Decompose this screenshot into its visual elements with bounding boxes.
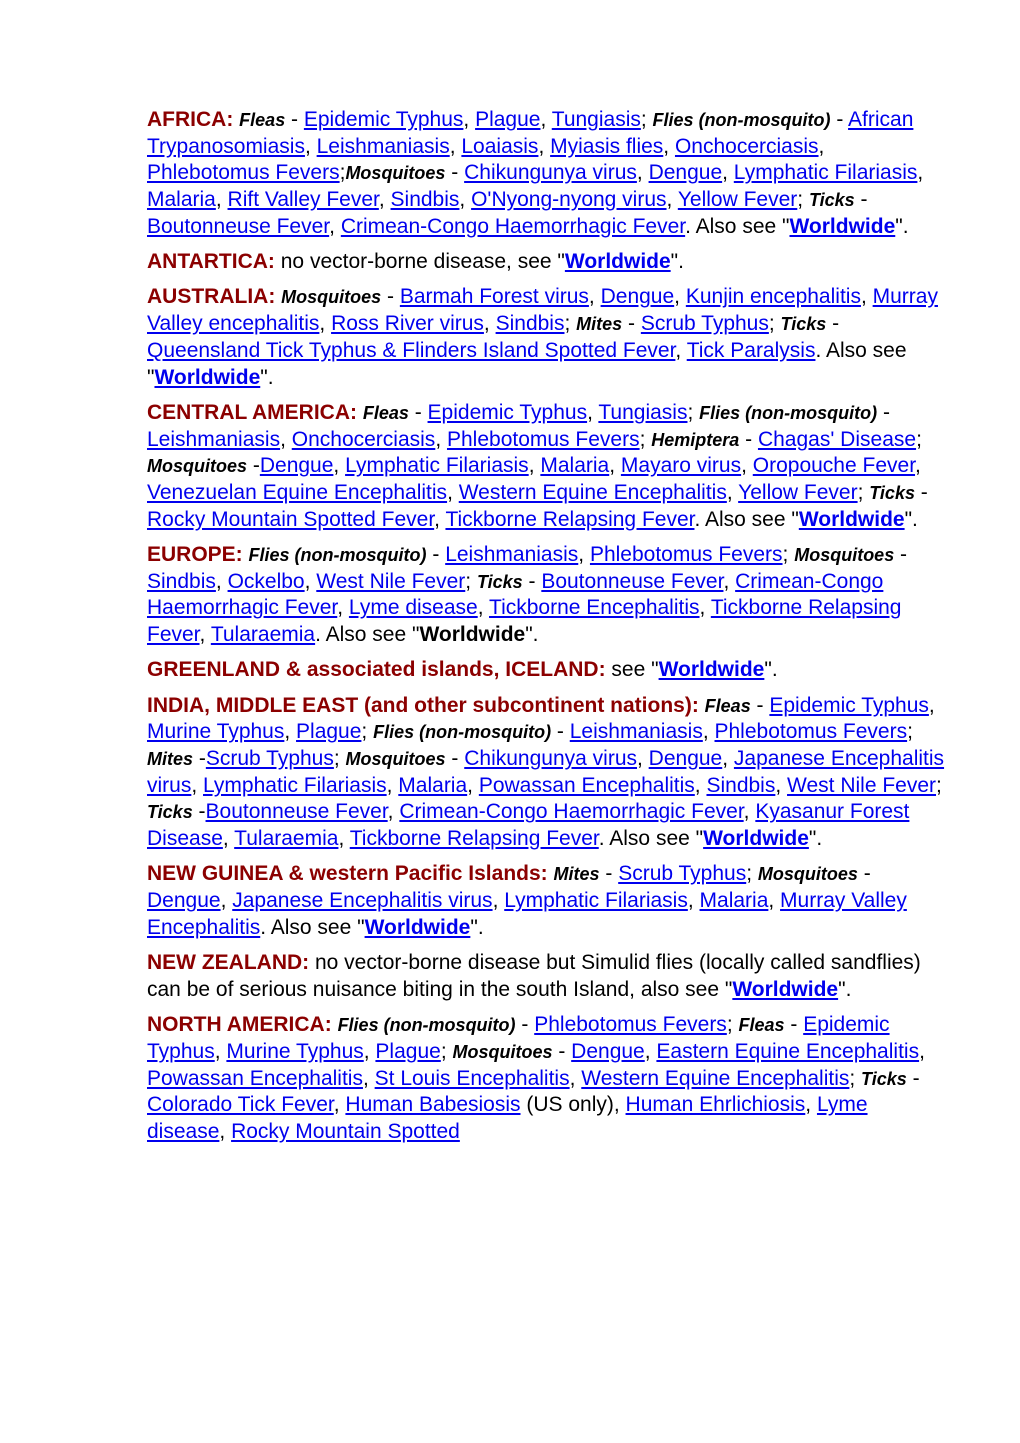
disease-link-lyme-disease[interactable]: Lyme disease	[147, 1093, 868, 1143]
text-run: ;	[907, 720, 913, 744]
disease-link-oropouche-fever[interactable]: Oropouche Fever	[752, 454, 916, 478]
text-run: ,	[362, 1066, 375, 1090]
disease-link-malaria[interactable]: Malaria	[540, 454, 610, 478]
text-run: ,	[538, 134, 551, 158]
worldwide-link[interactable]: Worldwide	[732, 977, 839, 1001]
text-run: ,	[304, 569, 317, 593]
text-run: ,	[337, 596, 349, 620]
disease-link-eastern-equine-encephalitis[interactable]: Eastern Equine Encephalitis	[656, 1039, 920, 1063]
disease-link-boutonneuse-fever[interactable]: Boutonneuse Fever	[541, 569, 724, 593]
text-run: -	[515, 1013, 535, 1037]
disease-link-western-equine-encephalitis[interactable]: Western Equine Encephalitis	[458, 480, 727, 504]
text-run: ,	[915, 454, 921, 478]
disease-link-epidemic-typhus[interactable]: Epidemic Typhus	[303, 108, 464, 131]
text-run: -	[552, 1039, 572, 1063]
text-run: -	[247, 454, 260, 478]
text-run: . Also see "	[260, 915, 365, 939]
disease-link-tickborne-relapsing-fever[interactable]: Tickborne Relapsing Fever	[349, 827, 599, 851]
text-run: . Also see "	[315, 623, 420, 647]
entry-new-zealand	[147, 950, 947, 1003]
disease-link-murine-typhus[interactable]: Murine Typhus	[226, 1039, 364, 1063]
disease-link-scrub-typhus[interactable]: Scrub Typhus	[640, 312, 769, 336]
vector-label: Ticks	[808, 190, 855, 211]
vector-label: Ticks	[476, 571, 523, 592]
text-run: ,	[919, 1039, 925, 1063]
disease-link-kyasanur-forest-disease[interactable]: Kyasanur Forest Disease	[147, 800, 910, 851]
disease-link-kunjin-encephalitis[interactable]: Kunjin encephalitis	[685, 285, 861, 309]
text-run: -	[192, 800, 206, 824]
text-run: ;	[339, 161, 346, 185]
disease-link-yellow-fever[interactable]: Yellow Fever	[738, 480, 858, 504]
text-run: ,	[386, 773, 399, 797]
vector-label: Mosquitoes	[794, 544, 895, 565]
disease-link-boutonneuse-fever[interactable]: Boutonneuse Fever	[205, 800, 388, 824]
vector-label: Ticks	[869, 482, 915, 503]
text-run: ,	[917, 161, 924, 185]
disease-link-chikungunya-virus[interactable]: Chikungunya virus	[464, 747, 637, 771]
region-heading: NORTH AMERICA:	[147, 1013, 332, 1037]
text-run: ,	[191, 773, 204, 797]
text-run: ;	[768, 312, 781, 336]
disease-link-malaria[interactable]: Malaria	[699, 889, 769, 913]
vector-label: Mosquitoes	[345, 163, 446, 184]
text-run: -	[445, 161, 465, 185]
vector-label: Fleas	[738, 1015, 785, 1036]
disease-link-malaria[interactable]: Malaria	[147, 188, 216, 212]
disease-link-murray-valley-encephalitis[interactable]: Murray Valley encephalitis	[147, 285, 938, 336]
vector-label: Mites	[576, 314, 623, 335]
text-run: ".	[670, 250, 684, 274]
text-run: ,	[215, 188, 228, 212]
text-run: ;	[782, 542, 795, 566]
vector-label: Fleas	[704, 695, 751, 716]
entry-antartica	[147, 249, 947, 276]
disease-link-myiasis-flies[interactable]: Myiasis flies	[550, 134, 664, 158]
text-run: -	[739, 427, 758, 451]
vector-label: Ticks	[780, 314, 827, 335]
text-run: ;	[640, 108, 653, 131]
text-run: ,	[702, 720, 715, 744]
disease-link-epidemic-typhus[interactable]: Epidemic Typhus	[147, 1013, 890, 1063]
disease-link-murray-valley-encephalitis[interactable]: Murray Valley Encephalitis	[147, 889, 907, 939]
disease-link-rocky-mountain-spotted-fever[interactable]: Rocky Mountain Spotted Fever	[147, 507, 435, 531]
entry-new-guinea	[147, 861, 947, 941]
worldwide-link[interactable]: Worldwide	[798, 507, 905, 531]
disease-link-scrub-typhus[interactable]: Scrub Typhus	[618, 862, 747, 886]
disease-link-sindbis[interactable]: Sindbis	[706, 773, 776, 797]
text-run: ;	[687, 400, 700, 424]
disease-link-human-babesiosis[interactable]: Human Babesiosis	[345, 1093, 521, 1117]
vector-label: Mites	[553, 864, 600, 885]
vector-label: Mosquitoes	[757, 864, 858, 885]
text-run: -	[830, 108, 849, 131]
disease-link-chikungunya-virus[interactable]: Chikungunya virus	[464, 161, 637, 185]
text-run: ;	[726, 1013, 739, 1037]
vector-label: Flies (non-mosquito)	[337, 1015, 516, 1036]
text-run: ,	[492, 889, 505, 913]
text-run: ,	[214, 1039, 227, 1063]
text-run: ,	[805, 1093, 817, 1117]
text-run: see "	[605, 658, 659, 682]
disease-link-african-trypanosomiasis[interactable]: African Trypanosomiasis	[147, 108, 914, 158]
disease-link-sindbis[interactable]: Sindbis	[147, 569, 216, 593]
text-run: ,	[666, 188, 678, 212]
text-run: ,	[284, 720, 297, 744]
text-run: ;	[465, 569, 477, 593]
disease-link-human-ehrlichiosis[interactable]: Human Ehrlichiosis	[625, 1093, 806, 1117]
text-run: ,	[434, 507, 446, 531]
disease-link-colorado-tick-fever[interactable]: Colorado Tick Fever	[147, 1093, 334, 1117]
disease-link-epidemic-typhus[interactable]: Epidemic Typhus	[769, 693, 929, 717]
vector-label: Ticks	[861, 1068, 907, 1089]
disease-link-tickborne-encephalitis[interactable]: Tickborne Encephalitis	[489, 596, 700, 620]
disease-link-scrub-typhus[interactable]: Scrub Typhus	[205, 747, 334, 771]
disease-link-lymphatic-filariasis[interactable]: Lymphatic Filariasis	[345, 454, 529, 478]
text-run: ,	[723, 569, 736, 593]
text-run: ,	[587, 400, 599, 424]
text-run: ".	[764, 658, 778, 682]
text-run: -	[622, 312, 641, 336]
vector-label: Flies (non-mosquito)	[699, 402, 878, 423]
text-run: ,	[329, 214, 341, 238]
text-run: ,	[338, 827, 350, 851]
disease-link-crimean-congo-haemorrhagic-fever[interactable]: Crimean-Congo Haemorrhagic Fever	[147, 569, 884, 620]
disease-link-onchocerciasis[interactable]: Onchocerciasis	[674, 134, 819, 158]
disease-link-tickborne-relapsing-fever[interactable]: Tickborne Relapsing Fever	[445, 507, 695, 531]
text-run: -	[914, 480, 928, 504]
disease-link-powassan-encephalitis[interactable]: Powassan Encephalitis	[478, 773, 695, 797]
text-run: ;	[797, 188, 809, 212]
disease-link-west-nile-fever[interactable]: West Nile Fever	[787, 773, 937, 797]
disease-link-lymphatic-filariasis[interactable]: Lymphatic Filariasis	[733, 161, 918, 185]
disease-link-phlebotomus-fevers[interactable]: Phlebotomus Fevers	[714, 720, 908, 744]
text-run: ,	[387, 800, 400, 824]
disease-link-rift-valley-fever[interactable]: Rift Valley Fever	[227, 188, 379, 212]
disease-link-epidemic-typhus[interactable]: Epidemic Typhus	[427, 400, 588, 424]
disease-link-ockelbo[interactable]: Ockelbo	[227, 569, 305, 593]
text-run: ,	[378, 188, 391, 212]
text-run: ,	[609, 454, 621, 478]
disease-link-dengue[interactable]: Dengue	[648, 747, 723, 771]
disease-link-phlebotomus-fevers[interactable]: Phlebotomus Fevers	[534, 1013, 727, 1037]
text-run: ,	[722, 161, 734, 185]
text-run: . Also see "	[685, 214, 790, 238]
vector-label: Ticks	[147, 802, 193, 823]
disease-link-chagas-disease[interactable]: Chagas' Disease	[757, 427, 917, 451]
disease-link-crimean-congo-haemorrhagic-fever[interactable]: Crimean-Congo Haemorrhagic Fever	[340, 214, 686, 238]
disease-link-tularaemia[interactable]: Tularaemia	[210, 623, 316, 647]
disease-link-dengue[interactable]: Dengue	[600, 285, 675, 309]
text-run: ".	[808, 827, 823, 851]
text-run: . Also see "	[694, 507, 799, 531]
text-run: ,	[459, 188, 472, 212]
disease-link-dengue[interactable]: Dengue	[147, 889, 221, 913]
disease-link-dengue[interactable]: Dengue	[259, 454, 334, 478]
text-run: ,	[722, 747, 734, 771]
worldwide-link[interactable]: Worldwide	[658, 658, 765, 682]
text-run: ,	[578, 542, 590, 566]
disease-link-plague[interactable]: Plague	[296, 720, 362, 744]
worldwide-link[interactable]: Worldwide	[154, 365, 261, 389]
entry-greenland	[147, 657, 947, 684]
text-run: ,	[222, 827, 235, 851]
disease-link-mayaro-virus[interactable]: Mayaro virus	[620, 454, 742, 478]
text-run: ,	[483, 312, 496, 336]
text-run: ,	[449, 134, 462, 158]
text-run: ".	[895, 214, 909, 238]
disease-link-western-equine-encephalitis[interactable]: Western Equine Encephalitis	[581, 1066, 850, 1090]
disease-link-powassan-encephalitis[interactable]: Powassan Encephalitis	[147, 1066, 363, 1090]
entry-north-america	[147, 1012, 947, 1146]
text-run: ;	[857, 480, 870, 504]
region-heading: NEW GUINEA & western Pacific Islands:	[147, 862, 548, 886]
disease-link-boutonneuse-fever[interactable]: Boutonneuse Fever	[147, 214, 330, 238]
text-run: ,	[219, 1119, 232, 1143]
text-run: ,	[540, 108, 552, 131]
disease-link-west-nile-fever[interactable]: West Nile Fever	[316, 569, 466, 593]
text-run: ,	[467, 773, 479, 797]
text-run: ".	[904, 507, 918, 531]
disease-link-sindbis[interactable]: Sindbis	[390, 188, 460, 212]
entry-africa	[147, 107, 947, 241]
disease-link-tungiasis[interactable]: Tungiasis	[598, 400, 688, 424]
disease-link-tungiasis[interactable]: Tungiasis	[551, 108, 641, 131]
text-run: ".	[525, 623, 539, 647]
text-run: ,	[644, 1039, 657, 1063]
text-run: ".	[838, 977, 852, 1001]
text-run: ,	[569, 1066, 582, 1090]
text-run: ,	[220, 889, 233, 913]
text-run: ,	[637, 747, 649, 771]
disease-link-rocky-mountain-spotted[interactable]: Rocky Mountain Spotted	[231, 1119, 460, 1143]
text-run: -	[894, 542, 908, 566]
disease-link-lyme-disease[interactable]: Lyme disease	[348, 596, 478, 620]
text-run: ,	[588, 285, 601, 309]
worldwide-link[interactable]: Worldwide	[703, 827, 809, 851]
text-run: ;	[746, 862, 758, 886]
text-run: ,	[304, 134, 317, 158]
text-run: -	[445, 747, 465, 771]
worldwide-text: Worldwide	[419, 623, 526, 647]
region-heading: GREENLAND & associated islands, ICELAND:	[147, 658, 606, 682]
worldwide-link[interactable]: Worldwide	[364, 915, 471, 939]
disease-link-plague[interactable]: Plague	[475, 108, 541, 131]
disease-link-japanese-encephalitis-virus[interactable]: Japanese Encephalitis virus	[232, 889, 493, 913]
disease-link-tularaemia[interactable]: Tularaemia	[234, 827, 339, 851]
disease-link-murine-typhus[interactable]: Murine Typhus	[147, 720, 285, 744]
text-run: ,	[743, 800, 756, 824]
disease-link-leishmaniasis[interactable]: Leishmaniasis	[147, 427, 281, 451]
disease-link-phlebotomus-fevers[interactable]: Phlebotomus Fevers	[446, 427, 640, 451]
text-run: -	[193, 747, 206, 771]
text-run: ,	[675, 338, 687, 362]
region-heading: INDIA, MIDDLE EAST (and other subcontinent nations):	[147, 693, 699, 717]
text-run: ,	[447, 480, 459, 504]
disease-link-tickborne-relapsing-fever[interactable]: Tickborne Relapsing Fever	[147, 596, 902, 647]
region-heading: EUROPE:	[147, 542, 243, 566]
vector-label: Flies (non-mosquito)	[373, 722, 552, 743]
text-run: -	[877, 400, 890, 424]
text-run: ;	[333, 747, 346, 771]
text-run: (US only),	[520, 1093, 626, 1117]
text-run: -	[854, 188, 868, 212]
text-run: -	[599, 862, 619, 886]
disease-link-malaria[interactable]: Malaria	[398, 773, 468, 797]
disease-link-barmah-forest-virus[interactable]: Barmah Forest virus	[399, 285, 589, 309]
text-run: ;	[440, 1039, 453, 1063]
text-run: no vector-borne disease, see "	[274, 250, 565, 274]
text-run: ".	[260, 365, 274, 389]
text-run: ,	[674, 285, 686, 309]
text-run: ,	[215, 569, 228, 593]
vector-label: Mosquitoes	[147, 456, 248, 477]
text-run: -	[826, 312, 840, 336]
region-heading: NEW ZEALAND:	[147, 951, 310, 975]
text-run: ,	[741, 454, 753, 478]
entry-india	[147, 693, 947, 853]
text-run: ,	[280, 427, 292, 451]
disease-link-phlebotomus-fevers[interactable]: Phlebotomus Fevers	[147, 161, 340, 185]
disease-link-phlebotomus-fevers[interactable]: Phlebotomus Fevers	[589, 542, 783, 566]
text-run: ;	[916, 427, 922, 451]
vector-label: Hemiptera	[651, 429, 740, 450]
region-heading: AFRICA:	[147, 108, 234, 131]
disease-link-loaiasis[interactable]: Loaiasis	[461, 134, 539, 158]
entry-australia	[147, 284, 947, 391]
disease-link-o-nyong-nyong-virus[interactable]: O'Nyong-nyong virus	[471, 188, 667, 212]
region-heading: CENTRAL AMERICA:	[147, 400, 357, 424]
disease-link-yellow-fever[interactable]: Yellow Fever	[677, 188, 798, 212]
entry-europe	[147, 542, 947, 649]
disease-link-leishmaniasis[interactable]: Leishmaniasis	[569, 720, 703, 744]
disease-link-lymphatic-filariasis[interactable]: Lymphatic Filariasis	[203, 773, 387, 797]
text-run: ,	[663, 134, 675, 158]
document-body	[147, 107, 947, 1154]
text-run: no vector-borne disease but Simulid flies (locally called sandflies) can be of serious nuisance biting in the south Island, also see "	[147, 951, 921, 1001]
text-run: . Also see "	[147, 338, 907, 389]
text-run: ,	[199, 623, 211, 647]
text-run: ,	[818, 134, 825, 158]
vector-label: Mosquitoes	[345, 749, 446, 770]
text-run: ;	[639, 427, 652, 451]
text-run: -	[408, 400, 428, 424]
disease-link-sindbis[interactable]: Sindbis	[495, 312, 565, 336]
text-run: ,	[726, 480, 739, 504]
text-run: ,	[699, 596, 711, 620]
text-run: -	[906, 1066, 920, 1090]
disease-link-plague[interactable]: Plague	[375, 1039, 441, 1063]
disease-link-queensland-tick-typhus-flinders-island-spotted-fever[interactable]: Queensland Tick Typhus & Flinders Island Spotted Fever	[147, 338, 676, 362]
worldwide-link[interactable]: Worldwide	[789, 214, 896, 238]
text-run: -	[381, 285, 400, 309]
text-run: -	[522, 569, 542, 593]
vector-label: Flies (non-mosquito)	[652, 110, 831, 130]
disease-link-dengue[interactable]: Dengue	[571, 1039, 645, 1063]
text-run: ,	[463, 108, 476, 131]
entry-central-america	[147, 400, 947, 534]
text-run: ,	[694, 773, 707, 797]
text-run: ,	[333, 1093, 346, 1117]
text-run: ;	[849, 1066, 862, 1090]
text-run: ,	[928, 693, 935, 717]
disease-link-lymphatic-filariasis[interactable]: Lymphatic Filariasis	[504, 889, 688, 913]
text-run: ;	[361, 720, 374, 744]
region-heading: ANTARTICA:	[147, 250, 275, 274]
vector-label: Flies (non-mosquito)	[248, 544, 427, 565]
text-run: ;	[936, 773, 942, 797]
text-run: ,	[333, 454, 346, 478]
vector-label: Mites	[147, 749, 194, 770]
disease-link-leishmaniasis[interactable]: Leishmaniasis	[445, 542, 579, 566]
text-run: ,	[687, 889, 700, 913]
text-run: ;	[564, 312, 577, 336]
text-run: ,	[528, 454, 541, 478]
disease-link-japanese-encephalitis-virus[interactable]: Japanese Encephalitis virus	[147, 747, 945, 797]
text-run: -	[426, 542, 446, 566]
text-run: -	[285, 108, 304, 131]
region-heading: AUSTRALIA:	[147, 285, 276, 309]
text-run: ,	[775, 773, 788, 797]
vector-label: Mosquitoes	[281, 287, 382, 308]
vector-label: Fleas	[239, 110, 286, 130]
disease-link-st-louis-encephalitis[interactable]: St Louis Encephalitis	[374, 1066, 570, 1090]
disease-link-venezuelan-equine-encephalitis[interactable]: Venezuelan Equine Encephalitis	[147, 480, 448, 504]
text-run: -	[551, 720, 570, 744]
disease-link-onchocerciasis[interactable]: Onchocerciasis	[291, 427, 436, 451]
text-run: ,	[435, 427, 447, 451]
text-run: -	[784, 1013, 804, 1037]
text-run: ,	[363, 1039, 376, 1063]
disease-link-ross-river-virus[interactable]: Ross River virus	[331, 312, 484, 336]
text-run: ,	[860, 285, 873, 309]
disease-link-dengue[interactable]: Dengue	[648, 161, 723, 185]
text-run: -	[857, 862, 871, 886]
vector-label: Mosquitoes	[452, 1041, 553, 1062]
text-run: ,	[636, 161, 649, 185]
disease-link-tick-paralysis[interactable]: Tick Paralysis	[686, 338, 816, 362]
worldwide-link[interactable]: Worldwide	[564, 250, 671, 274]
text-run: ,	[477, 596, 490, 620]
disease-link-leishmaniasis[interactable]: Leishmaniasis	[316, 134, 450, 158]
text-run: ,	[768, 889, 781, 913]
text-run: . Also see "	[598, 827, 704, 851]
vector-label: Fleas	[362, 402, 409, 423]
disease-link-crimean-congo-haemorrhagic-fever[interactable]: Crimean-Congo Haemorrhagic Fever	[399, 800, 744, 824]
text-run: ".	[470, 915, 484, 939]
text-run: ,	[319, 312, 332, 336]
text-run: -	[750, 693, 770, 717]
